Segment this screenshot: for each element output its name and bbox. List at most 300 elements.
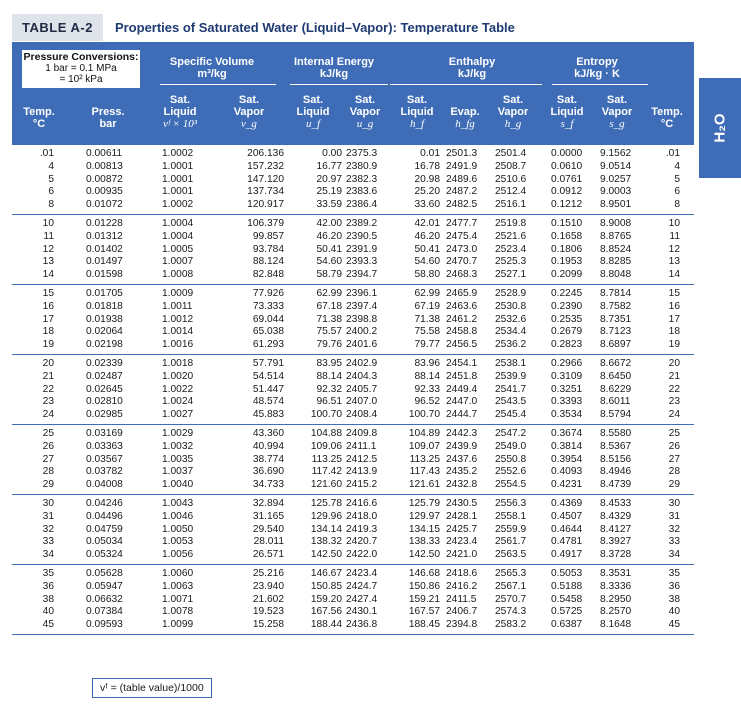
cell-temp: 22 [42,383,54,395]
cell-hfg: 2465.9 [446,287,478,299]
cell-temp-right: .01 [665,148,680,159]
table-row [12,498,694,511]
cell-press: 0.01818 [86,300,123,312]
cell-uf: 75.57 [316,326,342,338]
cell-vg: 28.011 [253,536,284,548]
cell-vg: 29.540 [252,523,284,535]
cell-hfg: 2437.6 [446,453,478,465]
cell-press: 0.02645 [86,383,123,395]
cell-hfg: 2447.0 [446,396,478,408]
cell-temp-right: 26 [668,440,680,452]
cell-temp: 26 [42,440,54,452]
cell-hg: 2510.6 [495,173,527,185]
cell-temp: 34 [42,549,54,561]
col-temp-right: Temp. °C [651,106,683,130]
cell-vg: 36.690 [252,466,284,478]
cell-hf: 150.86 [408,580,440,592]
cell-temp: 24 [42,409,54,421]
cell-hfg: 2394.8 [446,619,478,631]
cell-vg: 43.360 [252,427,284,439]
group-internal-energy [274,56,394,80]
cell-hg: 2547.2 [495,427,527,439]
cell-vf: 1.0004 [162,230,194,242]
group-enthalpy-title: Enthalpy [448,56,496,68]
cell-hg: 2501.4 [495,148,527,159]
cell-ug: 2397.4 [346,300,378,312]
cell-temp: 6 [48,186,54,198]
cell-sg: 8.8765 [600,230,632,242]
cell-sf: 0.2390 [551,300,583,312]
cell-uf: 129.96 [310,510,342,522]
cell-hg: 2508.7 [495,160,527,172]
cell-temp: 16 [42,300,54,312]
cell-hf: 146.68 [408,567,440,579]
table-row [12,409,694,422]
cell-hg: 2523.4 [495,243,527,255]
cell-uf: 54.60 [316,256,342,268]
table-row [12,301,694,314]
cell-hfg: 2487.2 [446,186,478,198]
cell-vg: 99.857 [252,230,284,242]
cell-sg: 8.7351 [600,313,632,325]
table-row [12,524,694,537]
cell-sf: 0.2245 [551,287,583,299]
cell-temp-right: 27 [668,453,680,465]
group-entropy-unit: kJ/kg · K [574,68,620,80]
cell-temp-right: 18 [668,326,680,338]
cell-temp-right: 45 [668,619,680,631]
cell-vg: 26.571 [252,549,284,561]
cell-ug: 2408.4 [346,409,378,421]
cell-temp-right: 38 [668,593,680,605]
cell-press: 0.02198 [86,339,123,351]
cell-uf: 146.67 [310,567,342,579]
cell-hg: 2558.1 [495,510,527,522]
cell-uf: 58.79 [316,269,342,281]
cell-hfg: 2477.7 [446,217,478,229]
cell-sg: 9.0003 [600,186,632,198]
cell-temp: 28 [42,466,54,478]
cell-temp: 18 [42,326,54,338]
cell-hf: 104.89 [408,427,440,439]
row-group [12,215,694,285]
cell-press: 0.03363 [86,440,123,452]
cell-sf: 0.3109 [551,370,583,382]
cell-uf: 46.20 [316,230,342,242]
cell-hf: 109.07 [408,440,440,452]
cell-vg: 57.791 [252,357,284,369]
cell-press: 0.04496 [86,510,123,522]
cell-vg: 65.038 [252,326,284,338]
cell-hf: 79.77 [414,339,440,351]
cell-vf: 1.0024 [162,396,194,408]
cell-uf: 167.56 [310,606,342,618]
row-group [12,355,694,425]
cell-sg: 8.5367 [600,440,632,452]
table-row [12,231,694,244]
cell-uf: 125.78 [310,497,342,509]
cell-hfg: 2454.1 [446,357,478,369]
cell-hg: 2565.3 [495,567,527,579]
cell-temp: 31 [42,510,54,522]
cell-sg: 8.5156 [600,453,632,465]
cell-uf: 134.14 [310,523,342,535]
cell-temp-right: 10 [668,217,680,229]
cell-sg: 8.7814 [600,287,632,299]
cell-ug: 2411.1 [346,440,377,452]
cell-press: 0.02487 [86,370,123,382]
cell-vg: 51.447 [252,383,284,395]
cell-hg: 2570.7 [495,593,527,605]
cell-hg: 2559.9 [495,523,527,535]
cell-hg: 2536.2 [495,339,527,351]
cell-temp-right: 28 [668,466,680,478]
cell-press: 0.01598 [86,269,123,281]
cell-press: 0.02064 [86,326,123,338]
cell-vf: 1.0004 [162,217,194,229]
cell-hfg: 2439.9 [446,440,478,452]
cell-sf: 0.5053 [551,567,583,579]
cell-ug: 2423.4 [346,567,378,579]
group-internal-energy-title: Internal Energy [293,56,375,68]
cell-temp-right: 30 [668,497,680,509]
cell-temp-right: 33 [668,536,680,548]
cell-temp-right: 40 [668,606,680,618]
cell-hg: 2554.5 [495,479,527,491]
cell-vg: 48.574 [252,396,284,408]
cell-uf: 16.77 [316,160,342,172]
cell-vg: 38.774 [252,453,284,465]
cell-temp: 4 [48,160,54,172]
cell-hf: 159.21 [408,593,440,605]
cell-hg: 2534.4 [495,326,527,338]
cell-hf: 83.96 [414,357,440,369]
cell-press: 0.00935 [86,186,123,198]
cell-vg: 25.216 [252,567,284,579]
table-row [12,161,694,174]
cell-hfg: 2430.5 [446,497,478,509]
cell-hfg: 2432.8 [446,479,478,491]
cell-sf: 0.1806 [551,243,583,255]
group-specific-volume-unit: m³/kg [197,68,227,80]
cell-ug: 2396.1 [346,287,378,299]
cell-ug: 2420.7 [346,536,378,548]
col-hfg: Evap. h_fg [450,106,480,130]
cell-ug: 2383.6 [346,186,378,198]
cell-hfg: 2456.5 [446,339,478,351]
cell-press: 0.03567 [86,453,123,465]
cell-vg: 54.514 [252,370,284,382]
cell-sf: 0.2099 [551,269,583,281]
cell-temp: 17 [42,313,54,325]
cell-press: 0.02985 [86,409,123,421]
cell-sg: 8.6011 [600,396,631,408]
cell-ug: 2390.5 [346,230,378,242]
cell-temp: 25 [42,427,54,439]
cell-vg: 21.602 [252,593,284,605]
cell-temp: 14 [42,269,54,281]
cell-sg: 8.4946 [600,466,632,478]
cell-temp: 23 [42,396,54,408]
cell-hg: 2574.3 [495,606,527,618]
cell-ug: 2391.9 [346,243,378,255]
footnote-box [92,678,212,698]
cell-sf: 0.5188 [551,580,583,592]
cell-hfg: 2418.6 [446,567,478,579]
cell-sf: 0.4507 [551,510,583,522]
cell-hfg: 2444.7 [446,409,478,421]
cell-hf: 16.78 [414,160,440,172]
cell-hfg: 2442.3 [446,427,478,439]
cell-sf: 0.2535 [551,313,583,325]
cell-hg: 2541.7 [495,383,527,395]
cell-sf: 0.2966 [551,357,583,369]
table-row [12,244,694,257]
group-enthalpy-unit: kJ/kg [457,68,487,80]
cell-sg: 9.0257 [600,173,632,185]
cell-hg: 2519.8 [495,217,527,229]
cell-ug: 2380.9 [346,160,378,172]
cell-hfg: 2406.7 [446,606,478,618]
cell-temp: 45 [42,619,54,631]
cell-ug: 2422.0 [346,549,378,561]
cell-sf: 0.1212 [551,199,583,211]
cell-hg: 2532.6 [495,313,527,325]
cell-hf: 71.38 [414,313,440,325]
cell-hf: 138.33 [408,536,440,548]
cell-ug: 2436.8 [346,619,378,631]
cell-sf: 0.3534 [551,409,583,421]
cell-sf: 0.2823 [551,339,583,351]
cell-hfg: 2458.8 [446,326,478,338]
cell-temp: 19 [42,339,54,351]
cell-sf: 0.4644 [551,523,583,535]
cell-sf: 0.4093 [551,466,583,478]
cell-sf: 0.2679 [551,326,583,338]
cell-ug: 2418.0 [346,510,378,522]
cell-press: 0.03782 [86,466,123,478]
cell-temp: 15 [42,287,54,299]
cell-sg: 8.8524 [600,243,632,255]
cell-hg: 2538.1 [495,357,527,369]
cell-uf: 88.14 [316,370,342,382]
cell-vg: 61.293 [252,339,284,351]
cell-hg: 2525.3 [495,256,527,268]
group-underline-volume [160,84,276,85]
cell-vg: 147.120 [247,173,284,185]
table-row [12,466,694,479]
cell-temp-right: 20 [668,357,680,369]
cell-hg: 2527.1 [495,269,527,281]
cell-vg: 73.333 [252,300,284,312]
cell-ug: 2407.0 [346,396,378,408]
cell-ug: 2375.3 [346,148,378,159]
cell-hf: 33.60 [414,199,440,211]
cell-temp-right: 12 [668,243,680,255]
cell-press: 0.00611 [86,148,123,159]
cell-hg: 2539.9 [495,370,527,382]
cell-press: 0.05034 [86,536,123,548]
cell-vg: 34.733 [252,479,284,491]
cell-uf: 71.38 [316,313,342,325]
cell-uf: 117.42 [311,466,342,478]
cell-ug: 2424.7 [346,580,378,592]
cell-vf: 1.0027 [162,409,194,421]
cell-vf: 1.0016 [162,339,194,351]
cell-hf: 100.70 [408,409,440,421]
table-row [12,371,694,384]
table-row [12,218,694,231]
col-press: Press. bar [91,106,125,130]
cell-uf: 20.97 [316,173,342,185]
table-row [12,619,694,632]
cell-ug: 2427.4 [346,593,378,605]
cell-hf: 142.50 [408,549,440,561]
cell-uf: 67.18 [316,300,342,312]
cell-temp-right: 32 [668,523,680,535]
cell-uf: 0.00 [322,148,342,159]
cell-vg: 82.848 [252,269,284,281]
cell-uf: 92.32 [316,383,342,395]
cell-hfg: 2451.8 [446,370,478,382]
cell-vf: 1.0050 [162,523,194,535]
cell-ug: 2413.9 [346,466,378,478]
table-header [12,42,694,145]
row-group [12,145,694,215]
cell-vf: 1.0018 [162,357,194,369]
cell-hg: 2550.8 [495,453,527,465]
cell-sg: 8.1648 [600,619,632,631]
table-row [12,384,694,397]
cell-hfg: 2411.5 [446,593,477,605]
row-group [12,495,694,565]
cell-vf: 1.0005 [162,243,194,255]
table-row [12,269,694,282]
cell-hfg: 2470.7 [446,256,478,268]
cell-sf: 0.4917 [551,549,583,561]
cell-hg: 2556.3 [495,497,527,509]
cell-temp-right: 29 [668,479,680,491]
cell-vf: 1.0043 [162,497,194,509]
cell-temp-right: 34 [668,549,680,561]
cell-sg: 8.3336 [600,580,632,592]
cell-vf: 1.0007 [162,256,194,268]
table-row [12,581,694,594]
cell-vg: 69.044 [252,313,284,325]
cell-uf: 142.50 [310,549,342,561]
cell-hg: 2528.9 [495,287,527,299]
cell-hf: 125.79 [408,497,440,509]
cell-uf: 33.59 [316,199,342,211]
cell-vf: 1.0060 [162,567,194,579]
table-row [12,339,694,352]
col-ug: Sat. Vapor u_g [349,94,381,130]
cell-sf: 0.4231 [551,479,583,491]
cell-press: 0.09593 [86,619,123,631]
cell-sg: 8.5580 [600,427,632,439]
cell-vf: 1.0053 [162,536,194,548]
cell-vg: 31.165 [252,510,284,522]
cell-hg: 2549.0 [495,440,527,452]
cell-temp-right: 19 [668,339,680,351]
table-row [12,358,694,371]
cell-vg: 40.994 [252,440,284,452]
cell-temp-right: 23 [668,396,680,408]
cell-vg: 77.926 [252,287,284,299]
cell-sf: 0.4369 [551,497,583,509]
row-group [12,565,694,635]
cell-hfg: 2449.4 [446,383,478,395]
col-vg: Sat. Vapor v_g [233,94,265,130]
cell-sf: 0.3674 [551,427,583,439]
cell-temp: .01 [39,148,54,159]
cell-uf: 79.76 [316,339,342,351]
pressure-conversions-box [22,50,140,88]
cell-temp: 12 [42,243,54,255]
cell-hg: 2512.4 [495,186,527,198]
cell-hf: 54.60 [414,256,440,268]
cell-ug: 2400.2 [346,326,378,338]
cell-sg: 8.9501 [600,199,632,211]
cell-ug: 2416.6 [346,497,378,509]
cell-ug: 2393.3 [346,256,378,268]
cell-temp-right: 25 [668,427,680,439]
col-hf: Sat. Liquid h_f [400,94,434,130]
cell-hf: 188.45 [408,619,440,631]
cell-hfg: 2482.5 [446,199,478,211]
cell-press: 0.05628 [86,567,123,579]
cell-temp: 33 [42,536,54,548]
cell-hfg: 2501.3 [446,148,478,159]
cell-press: 0.04759 [86,523,123,535]
cell-vf: 1.0035 [162,453,194,465]
cell-hfg: 2425.7 [446,523,478,535]
cell-temp: 35 [42,567,54,579]
cell-sg: 8.6672 [600,357,632,369]
table-row [12,256,694,269]
table-row [12,594,694,607]
cell-sf: 0.3954 [551,453,583,465]
cell-press: 0.01497 [86,256,123,268]
cell-sf: 0.1953 [551,256,583,268]
cell-temp: 8 [48,199,54,211]
cell-hg: 2561.7 [495,536,527,548]
cell-press: 0.06632 [86,593,123,605]
cell-ug: 2394.7 [346,269,378,281]
cell-sg: 8.8285 [600,256,632,268]
cell-vf: 1.0029 [162,427,194,439]
cell-temp-right: 35 [668,567,680,579]
cell-sf: 0.3814 [551,440,583,452]
cell-hf: 88.14 [414,370,440,382]
cell-hfg: 2475.4 [446,230,478,242]
cell-temp-right: 11 [669,230,680,242]
cell-temp-right: 15 [668,287,680,299]
cell-vg: 15.258 [252,619,284,631]
cell-temp: 21 [42,370,54,382]
cell-temp-right: 5 [674,173,680,185]
cell-vf: 1.0014 [162,326,194,338]
cell-temp: 5 [48,173,54,185]
cell-press: 0.03169 [86,427,123,439]
group-internal-energy-unit: kJ/kg [319,68,349,80]
cell-uf: 50.41 [316,243,342,255]
cell-hfg: 2489.6 [446,173,478,185]
cell-hf: 117.43 [409,466,440,478]
table-row [12,568,694,581]
cell-hfg: 2435.2 [446,466,478,478]
cell-hfg: 2423.4 [446,536,478,548]
